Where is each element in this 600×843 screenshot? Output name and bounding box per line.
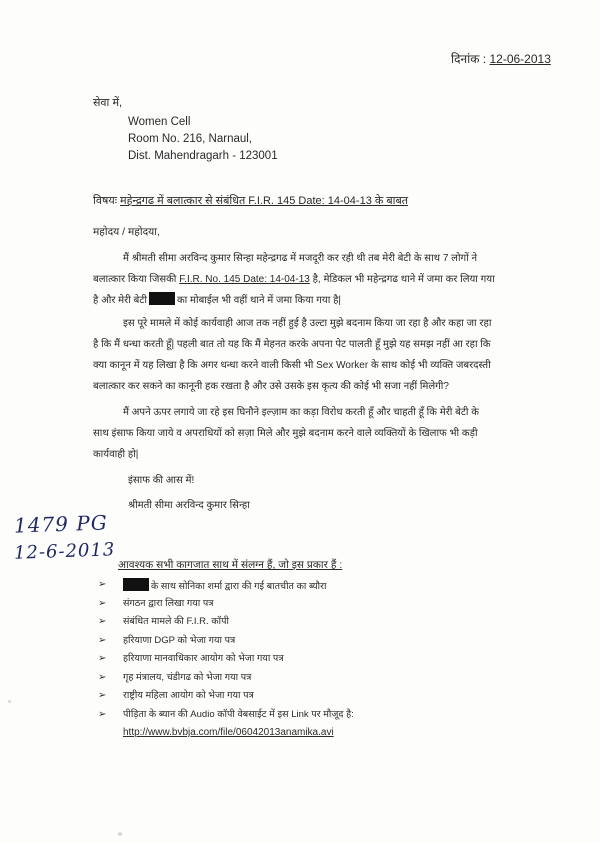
attachment-label: पीड़िता के ब्यान की Audio कॉपी वेबसाईट में इस Link पर मौजूद है: bbox=[123, 708, 354, 720]
audio-link[interactable]: http://www.bvbja.com/file/06042013anamika.avi bbox=[123, 727, 334, 738]
arrow-bullet-icon: ➢ bbox=[98, 616, 107, 627]
scan-speck bbox=[8, 700, 11, 703]
p1-line-2 bbox=[93, 269, 540, 290]
arrow-bullet-icon: ➢ bbox=[98, 708, 107, 720]
address-line-3: Dist. Mahendragarh - 123001 bbox=[128, 150, 278, 162]
subject-text: महेन्द्रगढ में बलात्कार से संबंधित F.I.R. 145 Date: 14-04-13 के बाबत bbox=[120, 195, 409, 207]
address-line-1: Women Cell bbox=[128, 116, 191, 128]
p1-line-3-rest: का मोबाईल भी वहीं थाने में जमा किया गया है| bbox=[176, 295, 341, 306]
arrow-bullet-icon: ➢ bbox=[98, 690, 107, 701]
p1-line-2-text: बलात्कार किया जिसकी bbox=[93, 274, 177, 285]
fir-reference: F.I.R. No. 145 Date: 14-04-13 bbox=[179, 274, 310, 285]
paragraph-2 bbox=[93, 313, 540, 397]
p1-line-1: मैं श्रीमती सीमा अरविन्द कुमार सिन्हा महेन्द्रगढ में मजदूरी कर रही थी तब मेरी बेटी के साथ 7 लोगों ने bbox=[123, 253, 478, 264]
handwritten-date: 12-6-2013 bbox=[13, 539, 116, 564]
attachment-label: गृह मंत्रालय, चंडीगढ को भेजा गया पत्र bbox=[123, 671, 252, 683]
p2-line-2: है कि मैं धन्धा करती हूँ| पहली बात तो यह कि मैं मेहनत करके अपना पेट पालती हूँ मुझे यह समझ नहीं आ रहा कि bbox=[93, 339, 491, 350]
handwritten-reference: 1479 PG bbox=[13, 510, 109, 538]
paragraph-3 bbox=[93, 402, 540, 465]
redacted-name bbox=[149, 292, 175, 305]
subject-label: विषयः bbox=[93, 195, 117, 207]
paragraph-1 bbox=[93, 248, 540, 311]
p2-line-4: बलात्कार कर सकने का कानूनी हक रखता है और उसे उसके इस कृत्य की कोई भी सजा नहीं मिलेगी? bbox=[93, 381, 449, 392]
p2-line-1: इस पूरे मामले में कोई कार्यवाही आज तक नहीं हुई है उल्टा मुझे बदनाम किया जा रहा है और कहा जा रहा bbox=[123, 318, 492, 329]
arrow-bullet-icon: ➢ bbox=[98, 634, 107, 646]
redacted-name bbox=[123, 578, 149, 591]
arrow-bullet-icon: ➢ bbox=[98, 579, 107, 590]
closing-line: इंसाफ की आस में! bbox=[128, 475, 195, 486]
attachment-label: हरियाणा DGP को भेजा गया पत्र bbox=[123, 634, 236, 646]
p3-line-2: साथ इंसाफ किया जाये व अपराधियों को सज़ा मिले और मुझे बदनाम करने वाले व्यक्तियों के खिलाफ भी कड़ी bbox=[93, 428, 478, 439]
date-label: दिनांक : bbox=[451, 52, 487, 66]
attachment-label: राष्ट्रीय महिला आयोग को भेजा गया पत्र bbox=[123, 690, 254, 701]
attachment-label: संगठन द्वारा लिखा गया पत्र bbox=[123, 597, 214, 609]
attachment-label: हरियाणा मानवाधिकार आयोग को भेजा गया पत्र bbox=[123, 653, 284, 664]
arrow-bullet-icon: ➢ bbox=[98, 597, 107, 609]
p2-line-3: क्या कानून में यह लिखा है कि अगर धन्धा करने वाली किसी भी Sex Worker के साथ कोई भी व्यक्ति जबरदस्ती bbox=[93, 360, 491, 371]
attachment-label: संबंधित मामले की F.I.R. कॉपी bbox=[123, 616, 229, 627]
salutation: सेवा में, bbox=[93, 97, 123, 109]
signature-name: श्रीमती सीमा अरविन्द कुमार सिन्हा bbox=[128, 500, 250, 511]
p1-line-3 bbox=[93, 290, 540, 311]
attachments-heading: आवश्यक सभी कागजात साथ में संलग्न हैं, जो इस प्रकार हैं : bbox=[118, 559, 343, 571]
date-value: 12-06-2013 bbox=[489, 52, 551, 66]
arrow-bullet-icon: ➢ bbox=[98, 653, 107, 664]
attachment-item-text bbox=[123, 578, 326, 594]
greeting: महोदय / महोदया, bbox=[93, 226, 160, 238]
scan-speck bbox=[118, 832, 122, 836]
p3-line-3: कार्यवाही हो| bbox=[93, 449, 139, 460]
letter-date bbox=[451, 50, 551, 67]
subject-line bbox=[93, 193, 408, 208]
address-line-2: Room No. 216, Narnaul, bbox=[128, 133, 253, 145]
p1-line-2-rest: है, मेडिकल भी महेन्द्रगढ थाने में जमा कर लिया गया bbox=[312, 274, 495, 285]
p1-line-3-text: है और मेरी बेटी bbox=[93, 295, 147, 306]
attachment-label: के साथ सोनिका शर्मा द्वारा की गई बातचीत का ब्यौरा bbox=[151, 581, 327, 592]
p3-line-1: मैं अपने ऊपर लगाये जा रहे इस घिनौने इल्ज़ाम का कड़ा विरोध करती हूँ और चाहती हूँ कि मेरी बेटी के bbox=[123, 407, 479, 418]
arrow-bullet-icon: ➢ bbox=[98, 671, 107, 683]
